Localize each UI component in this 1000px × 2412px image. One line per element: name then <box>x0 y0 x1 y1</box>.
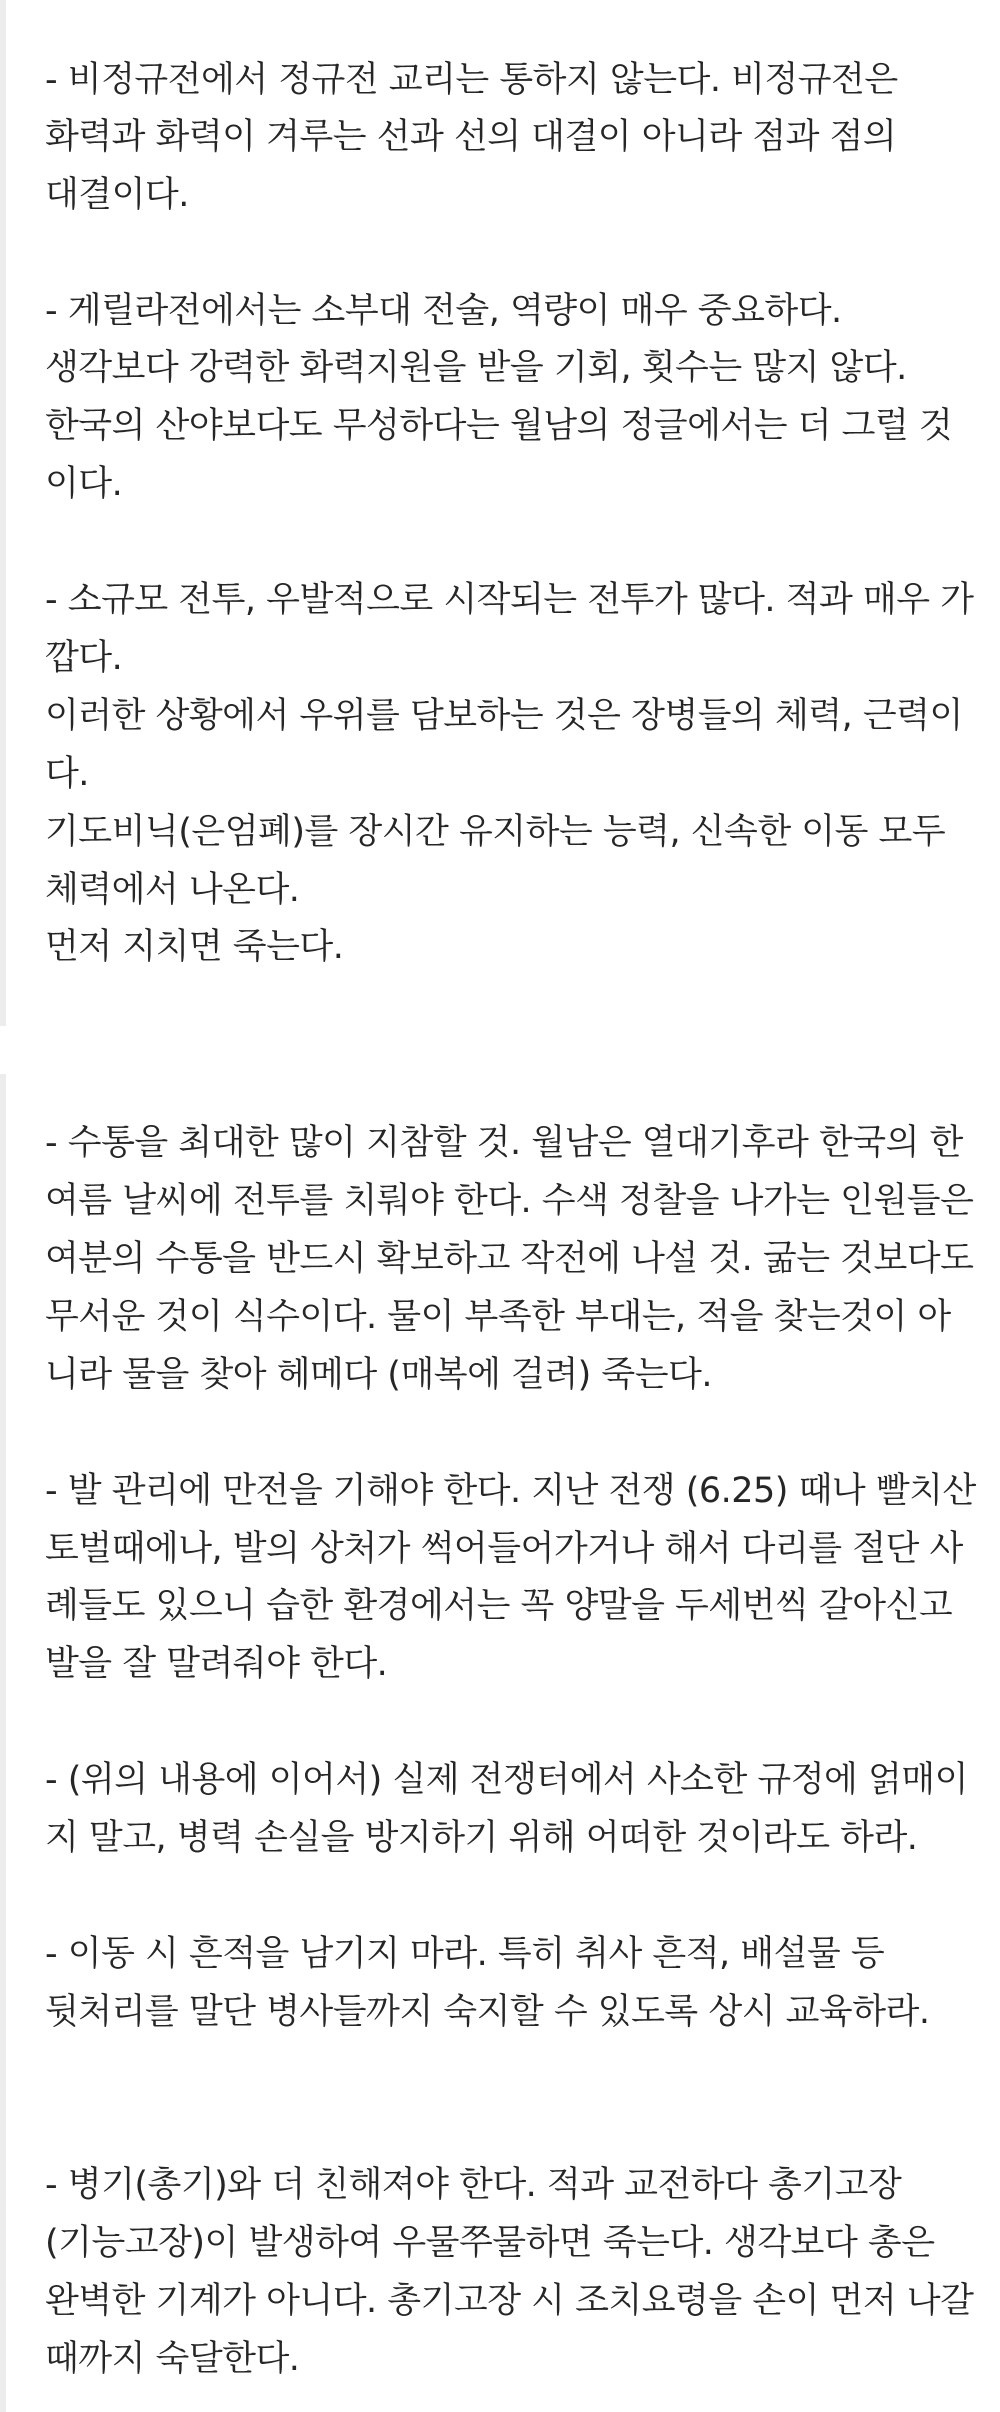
text-line: 뒷처리를 말단 병사들까지 숙지할 수 있도록 상시 교육하라. <box>45 1992 930 2032</box>
text-line: 대결이다. <box>45 175 189 215</box>
text-block-1 <box>0 0 1000 1026</box>
text-block-2 <box>0 1074 1000 2412</box>
text-line: - 소규모 전투, 우발적으로 시작되는 전투가 많다. 적과 매우 가 <box>45 580 974 620</box>
text-line: 다. <box>45 754 89 794</box>
text-line: 때까지 숙달한다. <box>45 2339 300 2379</box>
text-line: 니라 물을 찾아 헤메다 (매복에 걸려) 죽는다. <box>45 1355 712 1395</box>
text-line: - 발 관리에 만전을 기해야 한다. 지난 전쟁 (6.25) 때나 빨치산 <box>45 1471 976 1511</box>
text-line: 체력에서 나온다. <box>45 870 300 910</box>
text-line: - 비정규전에서 정규전 교리는 통하지 않는다. 비정규전은 <box>45 60 898 100</box>
text-line: 깝다. <box>45 638 123 678</box>
text-line: 화력과 화력이 겨루는 선과 선의 대결이 아니라 점과 점의 <box>45 117 897 157</box>
text-line: - 수통을 최대한 많이 지참할 것. 월남은 열대기후라 한국의 한 <box>45 1123 963 1163</box>
text-line: 무서운 것이 식수이다. 물이 부족한 부대는, 적을 찾는것이 아 <box>45 1297 951 1337</box>
text-line: 완벽한 기계가 아니다. 총기고장 시 조치요령을 손이 먼저 나갈 <box>45 2281 974 2321</box>
text-line: - 게릴라전에서는 소부대 전술, 역량이 매우 중요하다. <box>45 291 842 331</box>
text-line: 한국의 산야보다도 무성하다는 월남의 정글에서는 더 그럴 것 <box>45 406 953 446</box>
text-line: 여름 날씨에 전투를 치뤄야 한다. 수색 정찰을 나가는 인원들은 <box>45 1181 974 1221</box>
text-line: 토벌때에나, 발의 상처가 썩어들어가거나 해서 다리를 절단 사 <box>45 1529 963 1569</box>
text-line: 기도비닉(은엄폐)를 장시간 유지하는 능력, 신속한 이동 모두 <box>45 812 946 852</box>
text-line: 먼저 지치면 죽는다. <box>45 927 344 967</box>
text-line: 생각보다 강력한 화력지원을 받을 기회, 횟수는 많지 않다. <box>45 348 907 388</box>
text-line: 여분의 수통을 반드시 확보하고 작전에 나설 것. 굶는 것보다도 <box>45 1239 974 1279</box>
text-line: 이다. <box>45 464 123 504</box>
text-line: - (위의 내용에 이어서) 실제 전쟁터에서 사소한 규정에 얽매이 <box>45 1760 968 1800</box>
text-line: 이러한 상황에서 우위를 담보하는 것은 장병들의 체력, 근력이 <box>45 696 963 736</box>
text-line: (기능고장)이 발생하여 우물쭈물하면 죽는다. 생각보다 총은 <box>45 2223 935 2263</box>
text-line: - 이동 시 흔적을 남기지 마라. 특히 취사 흔적, 배설물 등 <box>45 1934 885 1974</box>
text-line: 지 말고, 병력 손실을 방지하기 위해 어떠한 것이라도 하라. <box>45 1818 918 1858</box>
text-line: 례들도 있으니 습한 환경에서는 꼭 양말을 두세번씩 갈아신고 <box>45 1586 953 1626</box>
text-line: 발을 잘 말려줘야 한다. <box>45 1644 388 1684</box>
text-line: - 병기(총기)와 더 친해져야 한다. 적과 교전하다 총기고장 <box>45 2165 902 2205</box>
